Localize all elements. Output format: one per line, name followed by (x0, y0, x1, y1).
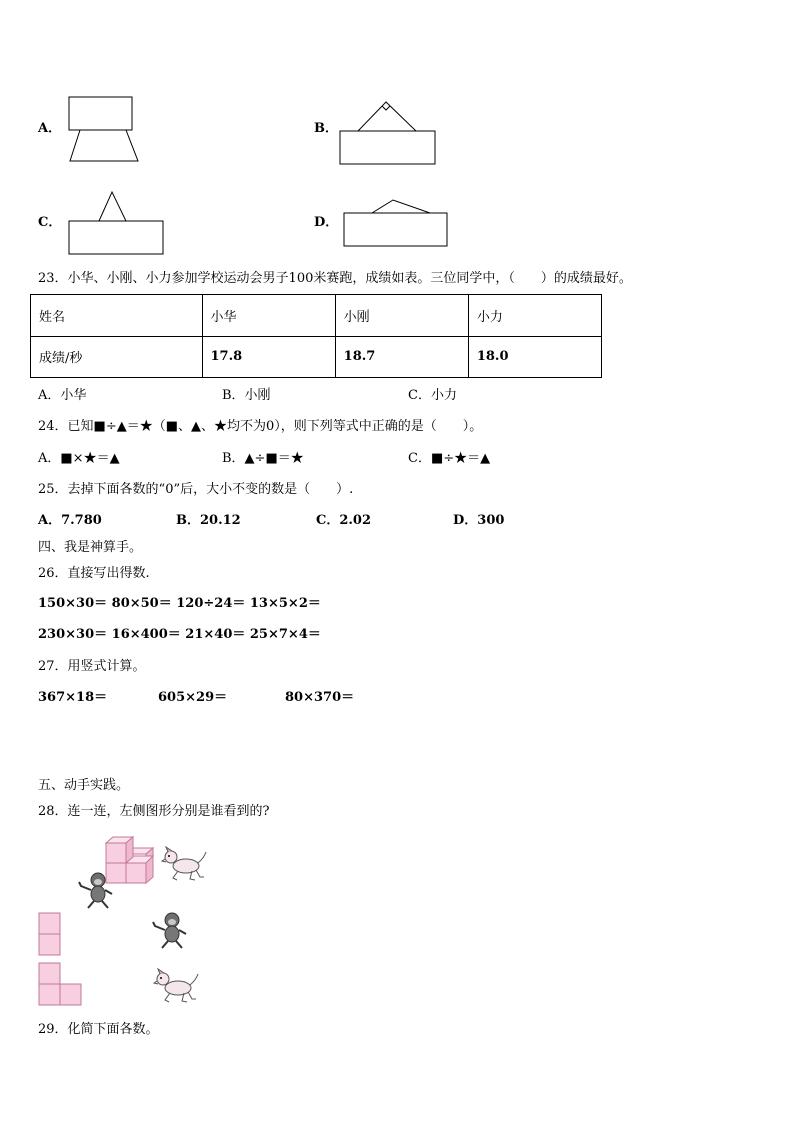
table-header-cell: 小力 (468, 295, 601, 337)
q26-line-1: 150×30＝ 80×50＝ 120÷24＝ 13×5×2＝ (38, 596, 321, 611)
q27-item-2: 605×29＝ (158, 690, 228, 705)
q25-option-a[interactable]: A．7.780 (38, 513, 102, 528)
question-24: 24．已知■÷▲＝★（■、▲、★均不为0），则下列等式中正确的是（ ）。 (38, 419, 483, 434)
question-23: 23．小华、小刚、小力参加学校运动会男子100米赛跑，成绩如表。三位同学中，（ ）的成绩最好。 (38, 271, 632, 286)
option-c-figure (66, 190, 166, 256)
table-cell: 18.0 (468, 336, 601, 378)
table-header-cell: 小刚 (335, 295, 468, 337)
q24-option-c[interactable]: C．■÷★＝▲ (408, 451, 491, 466)
q23-option-b[interactable]: B．小刚 (222, 388, 271, 403)
monkey-icon (76, 870, 116, 910)
option-d-label: D． (314, 215, 339, 230)
question-29: 29．化简下面各数。 (38, 1022, 159, 1037)
option-d-figure (340, 198, 450, 250)
question-26: 26．直接写出得数. (38, 566, 150, 581)
q27-item-1: 367×18＝ (38, 690, 108, 705)
option-a-figure (66, 96, 146, 166)
option-b-figure (338, 100, 438, 166)
section-4-heading: 四、我是神算手。 (38, 540, 143, 555)
dog-icon (152, 968, 200, 1006)
monkey-icon (150, 910, 190, 950)
table-row-label: 成绩/秒 (31, 336, 203, 378)
q23-option-a[interactable]: A．小华 (38, 388, 87, 403)
table-header-cell: 姓名 (31, 295, 203, 337)
q26-line-2: 230×30＝ 16×400＝ 21×40＝ 25×7×4＝ (38, 627, 321, 642)
option-c-label: C． (38, 215, 62, 230)
option-b-label: B． (314, 121, 338, 136)
q23-option-c[interactable]: C．小力 (408, 388, 457, 403)
q24-option-b[interactable]: B．▲÷■＝★ (222, 451, 304, 466)
q24-option-a[interactable]: A．■×★＝▲ (38, 451, 120, 466)
l-shape-view-figure (38, 962, 84, 1008)
two-square-view-figure (38, 912, 62, 958)
section-5-heading: 五、动手实践。 (38, 778, 130, 793)
table-header-cell: 小华 (202, 295, 335, 337)
q25-option-b[interactable]: B．20.12 (176, 513, 241, 528)
table-cell: 18.7 (335, 336, 468, 378)
question-27: 27．用竖式计算。 (38, 659, 146, 674)
table-row (31, 336, 602, 378)
table-cell: 17.8 (202, 336, 335, 378)
q27-item-3: 80×370＝ (285, 690, 355, 705)
score-table (30, 294, 602, 378)
table-row (31, 295, 602, 337)
dog-icon (160, 846, 208, 884)
question-28: 28．连一连，左侧图形分别是谁看到的? (38, 804, 270, 819)
q25-option-c[interactable]: C．2.02 (316, 513, 372, 528)
option-a-label: A． (38, 121, 62, 136)
question-25: 25．去掉下面各数的“0”后，大小不变的数是（ ）. (38, 482, 354, 497)
q25-option-d[interactable]: D．300 (453, 513, 505, 528)
